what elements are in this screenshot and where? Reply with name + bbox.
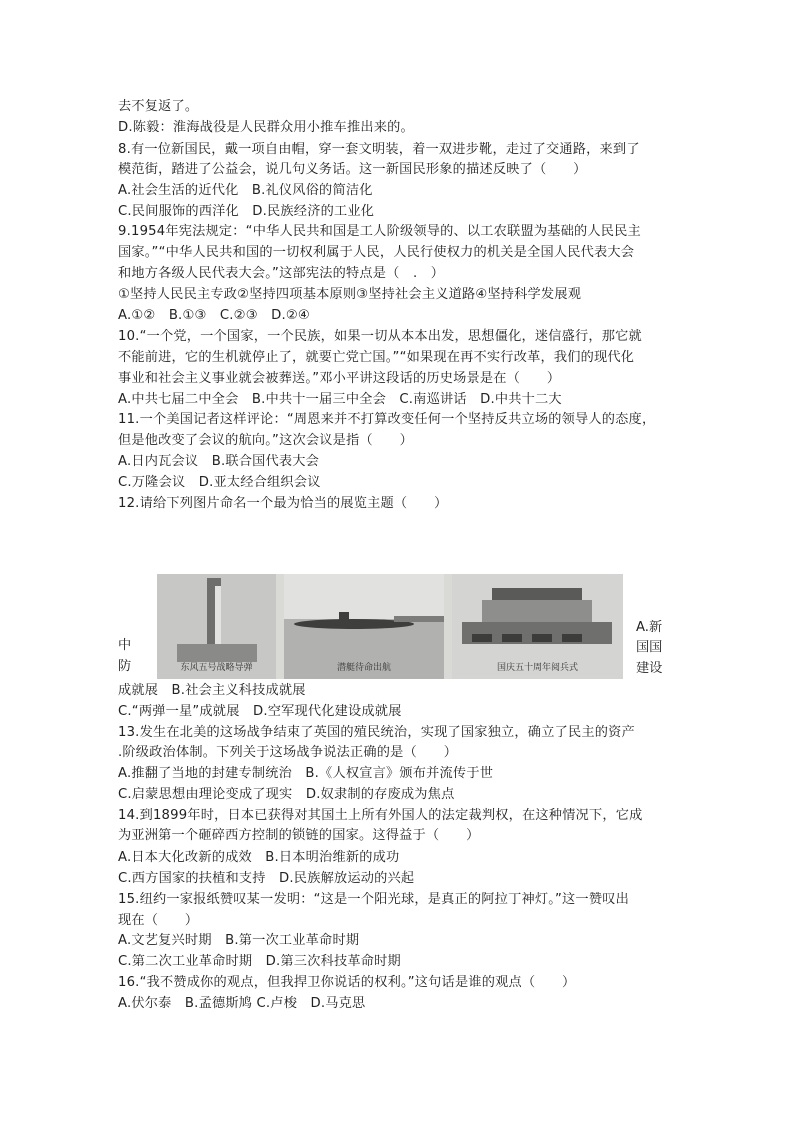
question-16: 16.“我不赞成你的观点，但我捍卫你说话的权利。”这句话是谁的观点（ ） <box>118 975 576 990</box>
option-line: 成就展 B.社会主义科技成就展 <box>118 683 306 698</box>
option-line: A.伏尔泰 B.孟德斯鸠 C.卢梭 D.马克思 <box>118 996 366 1011</box>
option-line: A.中共七届二中全会 B.中共十一届三中全会 C.南巡讲话 D.中共十二大 <box>118 392 562 407</box>
photo-strip <box>157 574 623 679</box>
option-line: C.西方国家的扶植和支持 D.民族解放运动的兴起 <box>118 871 415 886</box>
option-line: C.第二次工业革命时期 D.第三次科技革命时期 <box>118 954 401 969</box>
text-line: 为亚洲第一个砸碎西方控制的锁链的国家。这得益于（ ） <box>118 828 480 843</box>
parade-photo <box>452 574 623 679</box>
question-15: 15.纽约一家报纸赞叹某一发明：“这是一个阳光球，是真正的阿拉丁神灯。”这一赞叹出 <box>118 892 629 907</box>
text-line: ①坚持人民民主专政②坚持四项基本原则③坚持社会主义道路④坚持科学发展观 <box>118 287 582 302</box>
question-11: 11.一个美国记者这样评论：“周恩来并不打算改变任何一个坚持反共立场的领导人的态度， <box>118 412 656 427</box>
option-line: A.文艺复兴时期 B.第一次工业革命时期 <box>118 933 360 948</box>
text-line: 去不复返了。 <box>118 99 199 114</box>
submarine-photo <box>284 574 444 679</box>
text-fragment: 国国 <box>636 640 663 655</box>
question-13: 13.发生在北美的这场战争结束了英国的殖民统治，实现了国家独立，确立了民主的资产 <box>118 725 635 740</box>
question-8: 8.有一位新国民，戴一项自由帽，穿一套文明装，着一双进步靴，走过了交通路，来到了 <box>118 142 640 157</box>
question-12: 12.请给下列图片命名一个最为恰当的展览主题（ ） <box>118 496 448 511</box>
photo-caption: 国庆五十周年阅兵式 <box>496 663 578 673</box>
text-line: 和地方各级人民代表大会。”这部宪法的特点是（ . ） <box>118 266 445 281</box>
option-line: A.日本大化改新的成效 B.日本明治维新的成功 <box>118 850 400 865</box>
text-fragment: 防 <box>118 659 132 674</box>
option-line: A.推翻了当地的封建专制统治 B.《人权宣言》颁布并流传于世 <box>118 766 494 781</box>
option-line: A.社会生活的近代化 B.礼仪风俗的简洁化 <box>118 183 373 198</box>
text-line: .阶级政治体制。下列关于这场战争说法正确的是（ ） <box>118 745 458 760</box>
question-14: 14.到1899年时，日本已获得对其国土上所有外国人的法定裁判权，在这种情况下，它成 <box>118 808 643 823</box>
text-fragment: A.新 <box>636 620 663 635</box>
text-line: 现在（ ） <box>118 913 199 928</box>
text-line: 不能前进，它的生机就停止了，就要亡党亡国。”“如果现在再不实行改革，我们的现代化 <box>118 350 635 365</box>
photo-caption: 潜艇待命出航 <box>336 663 391 673</box>
text-line: 模范街，踏进了公益会，说几句义务话。这一新国民形象的描述反映了（ ） <box>118 162 587 177</box>
text-line: 但是他改变了会议的航向。”这次会议是指（ ） <box>118 433 413 448</box>
photo-caption: 东风五号战略导弹 <box>180 663 253 673</box>
option-line: A.日内瓦会议 B.联合国代表大会 <box>118 454 320 469</box>
text-line: D.陈毅：淮海战役是人民群众用小推车推出来的。 <box>118 120 414 135</box>
missile-photo <box>157 574 276 679</box>
text-fragment: 中 <box>118 638 132 653</box>
option-line: C.启蒙思想由理论变成了现实 D.奴隶制的存废成为焦点 <box>118 787 455 802</box>
question-9: 9.1954年宪法规定：“中华人民共和国是工人阶级领导的、以工农联盟为基础的人民民主 <box>118 224 641 239</box>
option-line: C.“两弹一星”成就展 D.空军现代化建设成就展 <box>118 704 402 719</box>
text-line: 国家。”“中华人民共和国的一切权利属于人民，人民行使权力的机关是全国人民代表大会 <box>118 245 635 260</box>
text-fragment: 建设 <box>636 661 663 676</box>
option-line: C.民间服饰的西洋化 D.民族经济的工业化 <box>118 204 375 219</box>
option-line: C.万隆会议 D.亚太经合组织会议 <box>118 475 321 490</box>
option-line: A.①② B.①③ C.②③ D.②④ <box>118 308 310 323</box>
question-10: 10.“一个党，一个国家，一个民族，如果一切从本本出发，思想僵化，迷信盛行，那它就 <box>118 329 642 344</box>
text-line: 事业和社会主义事业就会被葬送。”邓小平讲这段话的历史场景是在（ ） <box>118 371 561 386</box>
